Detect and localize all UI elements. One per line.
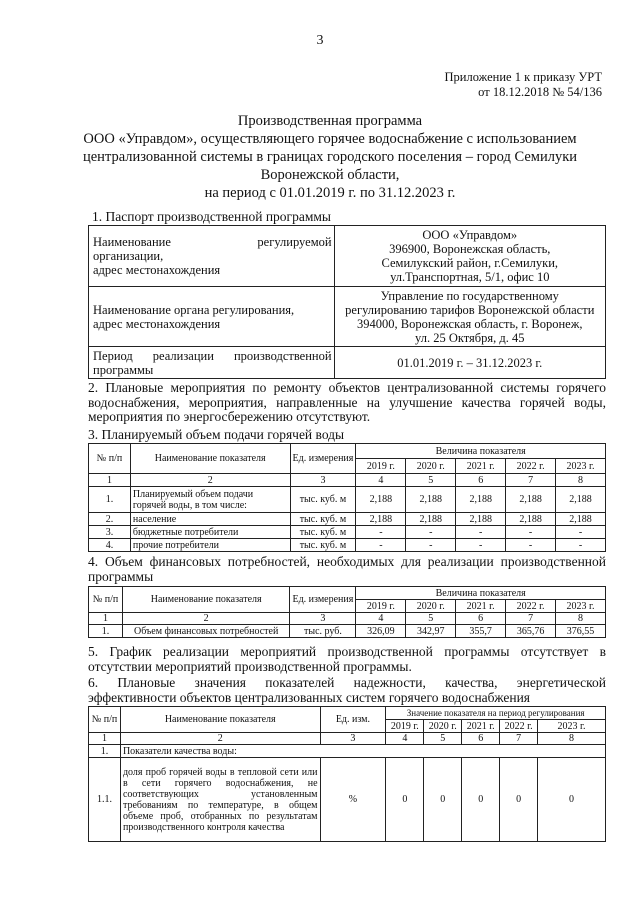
passport-value-line: ООО «Управдом»	[422, 228, 518, 242]
appendix-note	[445, 70, 603, 100]
year-header: 2023 г.	[538, 720, 606, 733]
passport-value-line: Управление по государственному	[380, 288, 559, 303]
table-row: 1. Планируемый объем подачи горячей воды, в том числе: тыс. куб. м 2,188 2,188 2,188 2,188 2,188	[89, 487, 606, 513]
section6-line: 6. Плановые значения показателей надежности, качества, энергетической	[88, 675, 606, 690]
appendix-line-1: Приложение 1 к приказу УРТ	[444, 70, 602, 84]
column-header-unit: Ед. измерения	[290, 444, 356, 474]
column-header-value: Величина показателя	[356, 587, 606, 600]
title-line-3: централизованной системы в границах городского поселения – город Семилуки	[82, 149, 578, 165]
year-header: 2020 г.	[406, 459, 456, 474]
section2-line: мероприятия по энергосбережению отсутствуют.	[88, 409, 371, 424]
table-row: 2. население тыс. куб. м 2,188 2,188 2,188 2,188 2,188	[89, 513, 606, 526]
passport-value-line: 396900, Воронежская область,	[389, 242, 551, 256]
passport-row-organization	[89, 226, 606, 287]
section6-heading	[88, 676, 606, 705]
column-header-name: Наименование показателя	[130, 444, 290, 474]
table-row: 1. Объем финансовых потребностей тыс. руб. 326,09 342,97 355,7 365,76 376,55	[89, 625, 606, 638]
title-line-4: Воронежской области,	[260, 167, 400, 183]
section2-line: 2. Плановые мероприятия по ремонту объектов централизованной системы горячего	[88, 380, 606, 395]
year-header: 2023 г.	[556, 600, 606, 613]
passport-label-line: адрес местонахождения	[93, 316, 221, 331]
passport-value-line: ул.Транспортная, 5/1, офис 10	[390, 270, 550, 284]
passport-period-value: 01.01.2019 г. – 31.12.2023 г.	[334, 347, 605, 379]
document-title	[60, 112, 600, 202]
year-header: 2022 г.	[500, 720, 538, 733]
year-header: 2021 г.	[456, 459, 506, 474]
column-header-num: № п/п	[89, 587, 123, 613]
table-row: 1.1. доля проб горячей воды в тепловой сети или в сети горячего водоснабжения, не соответствующих установленным требованиям по температуре, в общем объеме проб, отобранных по результатам производственного контроля качества % 0 0 0 0 0	[89, 758, 606, 842]
column-header-num: № п/п	[89, 707, 121, 733]
year-header: 2022 г.	[506, 600, 556, 613]
passport-row-regulator	[89, 287, 606, 347]
passport-table	[88, 225, 606, 379]
year-header: 2020 г.	[406, 600, 456, 613]
index-row: 1 2 3 4 5 6 7 8	[89, 474, 606, 487]
column-header-name: Наименование показателя	[120, 707, 320, 733]
passport-label-line: Наименование регулируемой	[93, 235, 332, 249]
year-header: 2021 г.	[456, 600, 506, 613]
passport-label-line: Наименование органа регулирования,	[93, 302, 295, 317]
passport-value-line: Семилукский район, г.Семилуки,	[381, 256, 559, 270]
section4-line: 4. Объем финансовых потребностей, необходимых для реализации производственной	[88, 554, 606, 569]
column-header-unit: Ед. изм.	[320, 707, 386, 733]
column-header-value: Значение показателя на период регулирования	[386, 707, 606, 720]
table-row: 3. бюджетные потребители тыс. куб. м - - - - -	[89, 526, 606, 539]
passport-value-line: 394000, Воронежская область, г. Воронеж,	[357, 316, 583, 331]
passport-label-line: программы	[93, 362, 154, 377]
year-header: 2019 г.	[356, 600, 406, 613]
table-row: 4. прочие потребители тыс. куб. м - - - - -	[89, 539, 606, 552]
passport-label-line: организации,	[93, 249, 164, 263]
column-header-name: Наименование показателя	[122, 587, 290, 613]
appendix-line-2: от 18.12.2018 № 54/136	[478, 85, 602, 99]
title-line-5: на период с 01.01.2019 г. по 31.12.2023 г.	[204, 185, 456, 201]
section4-heading	[88, 555, 606, 584]
section6-line: эффективности объектов централизованных систем горячего водоснабжения	[88, 689, 530, 705]
financial-needs-table	[88, 586, 606, 638]
section3-heading: 3. Планируемый объем подачи горячей воды	[88, 427, 345, 442]
indicators-table	[88, 706, 606, 842]
column-header-unit: Ед. измерения	[290, 587, 356, 613]
section2-line: водоснабжения, мероприятия, направленные на улучшение качества горячей воды,	[88, 394, 606, 410]
index-row: 1 2 3 4 5 6 7 8	[89, 613, 606, 625]
passport-value-line: регулированию тарифов Воронежской области	[345, 302, 595, 317]
section4-line: программы	[88, 568, 154, 584]
year-header: 2020 г.	[424, 720, 462, 733]
year-header: 2019 г.	[356, 459, 406, 474]
passport-label-line: Период реализации производственной	[93, 348, 332, 363]
section2-text	[88, 381, 606, 425]
table-row-group: 1. Показатели качества воды:	[89, 745, 606, 758]
year-header: 2022 г.	[506, 459, 556, 474]
section5-line: отсутствии мероприятий производственной программы.	[88, 658, 412, 674]
section5-line: 5. График реализации мероприятий производственной программы отсутствует в	[88, 644, 606, 659]
section1-heading: 1. Паспорт производственной программы	[92, 209, 331, 224]
title-line-1: Производственная программа	[237, 113, 423, 129]
passport-value-line: ул. 25 Октября, д. 45	[415, 330, 525, 345]
year-header: 2023 г.	[556, 459, 606, 474]
supply-volume-table	[88, 443, 606, 552]
passport-row-period	[89, 347, 606, 379]
column-header-value: Величина показателя	[356, 444, 606, 459]
title-line-2: ООО «Управдом», осуществляющего горячее водоснабжение с использованием	[83, 131, 577, 147]
page-number: 3	[316, 33, 324, 48]
index-row: 1 2 3 4 5 6 7 8	[89, 733, 606, 745]
column-header-num: № п/п	[89, 444, 131, 474]
year-header: 2019 г.	[386, 720, 424, 733]
passport-label-line: адрес местонахождения	[93, 263, 221, 277]
year-header: 2021 г.	[462, 720, 500, 733]
section5-text	[88, 645, 606, 674]
